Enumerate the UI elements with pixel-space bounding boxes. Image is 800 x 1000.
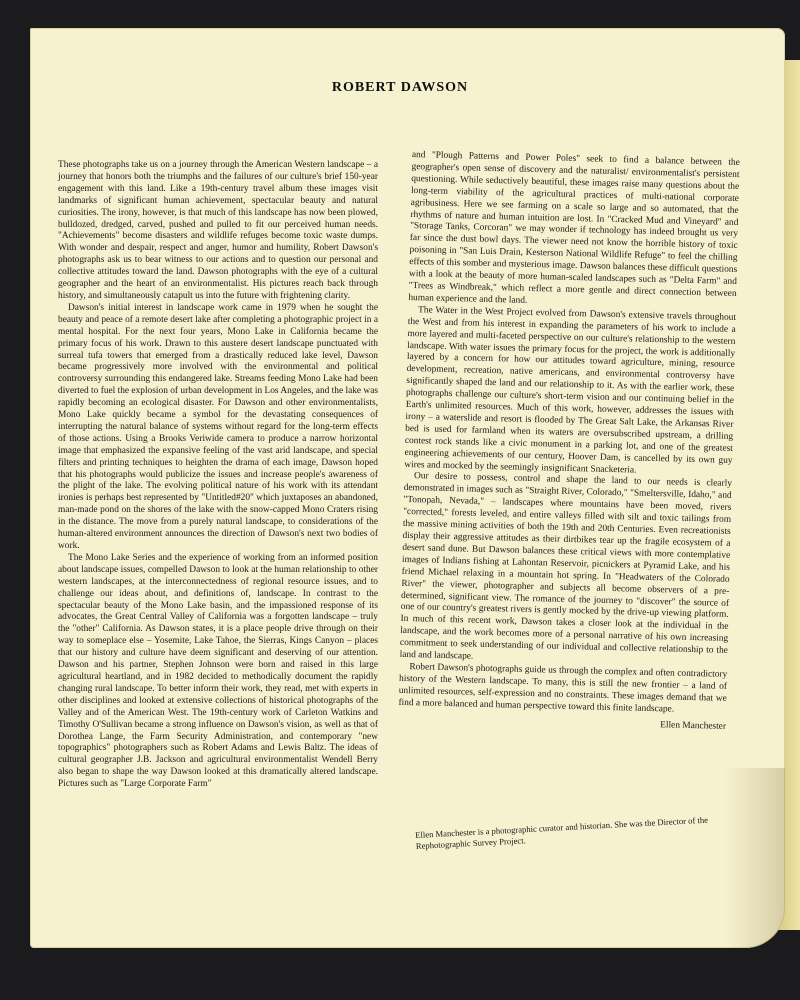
page-curl-shadow [725, 768, 785, 948]
left-paragraph-2: Dawson's initial interest in landscape work came in 1979 when he sought the beauty and peace of a remote desert lake after completing a photographic project in a mental hospital. For the next four years, Mono Lake in California became the primary focus of his work. Drawn to this austere desert landscape punctuated with surreal tufa towers that emerged from a drastically reduced lake level, Dawson became progressively more involved with the environmental and political controversy surrounding this endangered lake. Streams feeding Mono Lake had been diverted to fuel the explosion of urban development in Los Angeles, and the lake was rapidly becoming an ecological disaster. For Dawson and other environmentalists, Mono Lake quickly became a symbol for the devastating consequences of interrupting the natural balance of systems without regard for the long-term effects of those actions. Using a Brooks Veriwide camera to produce a narrow horizontal image that emphasized the expansive feeling of the vast arid landscape, and special filters and printing techniques to heighten the drama of each image, Dawson hoped that his photographs would publicize the issues and increase people's awareness of the plight of the lake. The evolving political nature of his work with its attendant ironies is perhaps best represented by "Untitled#20" which juxtaposes an abandoned, man-made pond on the shores of the lake with the snow-capped Mono Craters rising in the distance. The move from a purely natural landscape, to considerations of the human-altered environment announces the direction of Dawson's next two bodies of work. [58, 302, 378, 551]
left-paragraph-3: The Mono Lake Series and the experience of working from an informed position about landscape issues, compelled Dawson to look at the human relationship to other western landscapes, at the interconnectedness of regional resource issues, and to challenge our ideas about, and definitions of, landscape. In contrast to the spectacular beauty of the Mono Lake basin, and the impassioned response of its advocates, the Great Central Valley of California was a forgotten landscape – truly the "other" California. As Dawson states, it is a place people drive through on their way to someplace else – Yosemite, Lake Tahoe, the Sierras, Kings Canyon – places that our history and culture have deem significant and deserving of our attention. Dawson and his partner, Stephen Johnson were born and raised in this large agricultural heartland, and in 1982 decided to methodically document the rapidly changing rural landscape. To better inform their work, they read, met with experts in other disciplines and looked at extensive collections of historical photographs of the Valley and of the American West. The 19th-century work of Carleton Watkins and Timothy O'Sullivan became a strong influence on Dawson's vision, as well as that of Dorothea Lange, the Farm Security Administration, and contemporary "new topographics" photographers such as Robert Adams and Lewis Baltz. The ideas of cultural geographer J.B. Jackson and agricultural environmentalist Wendell Berry also began to shape the way Dawson looked at this dramatically altered landscape. Pictures such as "Large Corporate Farm" [58, 552, 378, 790]
page-title: ROBERT DAWSON [331, 80, 469, 95]
author-footnote: Ellen Manchester is a photographic curator and historian. She was the Director of the Rephotographic Survey Project. [415, 814, 709, 851]
author-signature: Ellen Manchester [660, 719, 727, 732]
left-column [58, 160, 378, 850]
right-column [396, 150, 740, 798]
right-paragraph-4: Robert Dawson's photographs guide us through the complex and often contradictory history of the Western landscape. To many, this is still the new frontier – a land of unlimited resources, self-expression and no constraints. These images demand that we find a more balanced and human perspective toward this finite landscape. [398, 662, 728, 715]
right-paragraph-3: Our desire to possess, control and shape the land to our needs is clearly demonstrated in images such as "Straight River, Colorado," "Smeltersville, Idaho," and "Tonopah, Nevada," – landscapes where mountains have been moved, rivers "corrected," forests leveled, and entire valleys filled with silt and toxic tailings from the massive mining activities of both the 19th and 20th Centuries. Even recreationists display their aggressive attitudes as their dirtbikes tear up the fragile ecosystem of a desert sand dune. But Dawson balances these critical views with more contemplative images of Indians fishing at Lahontan Reservoir, picnickers at Pyramid Lake, and his friend Michael relaxing in a mountain hot spring. In "Headwaters of the Colorado River" the viewer, photographer and subjects all become observers of a pre-determined, significant view. The romance of the journey to "discover" the source of one of our country's greatest rivers is gently mocked by the drive-up viewing platform. In much of this recent work, Dawson takes a closer look at the individual in the landscape, and the work becomes more of a personal narrative of his own increasing commitment to seek understanding of our individual and collective relationship to the land and landscape. [399, 471, 733, 662]
right-paragraph-2: The Water in the West Project evolved from Dawson's extensive travels throughout the West and from his interest in expanding the parameters of his work to include a more layered and multi-faceted perspective on our culture's relationship to the western landscape. With water issues the primary focus for the project, the work is additionally layered by a concern for how our attitudes toward agriculture, mining, resource development, recreation, native americans, and environmental controversy have significantly shaped the land and our relationship to it. As with the earlier work, these photographs challenge our culture's short-term vision and our continuing belief in the Earth's unlimited resources. Much of this work, however, addresses the issues with irony – a waterslide and resort is flooded by The Great Salt Lake, the Arkansas River bed is used for farmland when its waters are oversubscribed upstream, a drilling contest rock stands like a civic monument in a parking lot, and one of the greatest engineering achievements of our century, Hoover Dam, is cancelled by its own guy wires and mocked by the seemingly insignificant Snacketeria. [404, 304, 737, 476]
left-paragraph-1: These photographs take us on a journey through the American Western landscape – a journey that honors both the triumphs and the failures of our culture's brief 150-year engagement with this land. Like a 19th-century travel album these images visit landmarks of significant human achievement, spectacular beauty and natural curiosities. The irony, however, is that much of this landscape has now been plowed, bulldozed, dredged, carved, pushed and pulled to fit our perceived human needs. "Achievements" become disasters and wildlife refuges become toxic waste dumps. With wonder and despair, respect and anger, humor and humility, Robert Dawson's photographs ask us to bear witness to our actions and to question our personal and collective attitudes toward the land. Dawson photographs with the eye of a cultural geographer and the heart of an environmentalist. His pictures reach back through history, and simultaneously catapult us into the future with frightening clarity. [58, 160, 378, 301]
right-paragraph-1: and "Plough Patterns and Power Poles" seek to find a balance between the geographer's open sense of discovery and the naturalist/ environmentalist's persistent questioning. While seductively beautiful, these images raise many questions about the long-term viability of the agricultural practices of multi-national corporate agribusiness. Here we see farming on a scale so large and so automated, that the rhythms of nature and human intuition are lost. In "Cracked Mud and Vineyard" and "Storage Tanks, Corcoran" we may wonder if technology has indeed brought us very far since the dust bowl days. The viewer need not know the horrible history of toxic poisoning in "San Luis Drain, Kesterson National Wildlife Refuge" to feel the chilling effects of this somber and mysterious image. Dawson balances these difficult questions with a look at the beauty of more human-scaled landscapes such as "Delta Farm" and "Trees as Windbreak," which reflect a more gentle and direct connection between human experience and the land. [408, 150, 740, 306]
